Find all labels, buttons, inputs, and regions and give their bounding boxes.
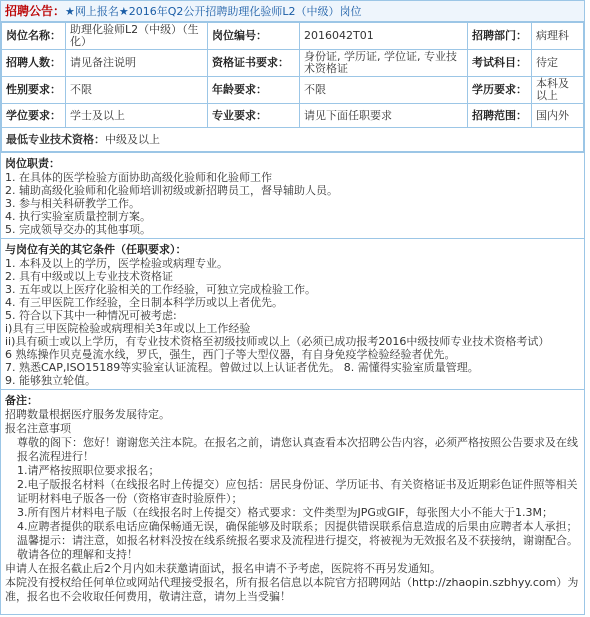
requirement-item: 3. 五年或以上医疗化验相关的工作经验，可独立完成检验工作。 xyxy=(5,283,316,296)
duties-section xyxy=(1,152,584,238)
job-code-value: 2016042T01 xyxy=(300,23,468,50)
job-name-label: 岗位名称： xyxy=(2,23,66,50)
min-title-value: 中级及以上 xyxy=(105,132,160,146)
edu-label: 学历要求： xyxy=(468,77,532,104)
duties-heading: 岗位职责： xyxy=(5,157,60,170)
info-row-1 xyxy=(2,23,584,50)
duty-item: 3. 参与相关科研教学工作。 xyxy=(5,197,140,210)
info-row-5 xyxy=(2,128,584,152)
duty-item: 4. 执行实验室质量控制方案。 xyxy=(5,210,151,223)
scope-label: 招聘范围： xyxy=(468,104,532,128)
duty-item: 1. 在具体的医学检验方面协助高级化验师和化验师工作 xyxy=(5,171,272,184)
requirement-item: 7. 熟悉CAP,ISO15189等实验室认证流程。曾做过以上认证者优先。 8. 需懂得实验室质量管理。 xyxy=(5,361,479,374)
notes-section xyxy=(1,389,584,606)
note-line: 3.所有图片材料电子版（在线报名时上传提交）格式要求：文件类型为JPG或GIF，每张图大小不能大于1.3M； xyxy=(17,506,553,519)
requirement-item: 5. 符合以下其中一种情况可被考虑: xyxy=(5,309,177,322)
requirement-item: 1. 本科及以上的学历，医学检验或病理专业。 xyxy=(5,257,228,270)
age-label: 年龄要求： xyxy=(208,77,300,104)
major-value: 请见下面任职要求 xyxy=(300,104,468,128)
count-value: 请见备注说明 xyxy=(66,50,208,77)
age-value: 不限 xyxy=(300,77,468,104)
note-line: 本院没有授权给任何单位或网站代理接受报名，所有报名信息以本院官方招聘网站（http://zhaopin.szbhyy.com）为准，报名也不会收取任何费用，敬请注意，请勿上当受骗！ xyxy=(5,576,579,603)
requirement-item: 6 熟练操作贝克曼流水线，罗氏，强生，西门子等大型仪器，有自身免疫学检验经验者优先。 xyxy=(5,348,456,361)
notes-heading: 备注： xyxy=(5,394,38,407)
info-row-2 xyxy=(2,50,584,77)
duty-item: 2. 辅助高级化验师和化验师培训初级或新招聘员工，督导辅助人员。 xyxy=(5,184,338,197)
edu-value: 本科及以上 xyxy=(532,77,584,104)
info-row-3 xyxy=(2,77,584,104)
min-title-label: 最低专业技术资格： xyxy=(6,132,105,146)
requirement-item: i)具有三甲医院检验或病理相关3年或以上工作经验 xyxy=(5,322,251,335)
count-label: 招聘人数： xyxy=(2,50,66,77)
job-info-table xyxy=(1,22,584,152)
requirement-item: 9. 能够独立轮值。 xyxy=(5,374,96,387)
gender-label: 性别要求： xyxy=(2,77,66,104)
gender-value: 不限 xyxy=(66,77,208,104)
note-line: 招聘数量根据医疗服务发展待定。 xyxy=(5,408,170,421)
dept-value: 病理科 xyxy=(532,23,584,50)
degree-label: 学位要求： xyxy=(2,104,66,128)
posting-title-bar xyxy=(1,1,584,22)
posting-label: 招聘公告： xyxy=(5,4,66,18)
note-line: 尊敬的阁下：您好！谢谢您关注本院。在报名之前，请您认真查看本次招聘公告内容，必须严格按照公告要求及在线报名流程进行！ xyxy=(17,436,578,463)
note-line: 1.请严格按照职位要求报名； xyxy=(17,464,160,477)
requirement-item: ii)具有硕士或以上学历，有专业技术资格至初级技师或以上（必须已成功报考2016中级技师专业技术资格考试） xyxy=(5,335,550,348)
info-row-4 xyxy=(2,104,584,128)
requirements-section xyxy=(1,238,584,389)
note-line: 报名注意事项 xyxy=(5,422,71,435)
cert-label: 资格证书要求： xyxy=(208,50,300,77)
note-line: 申请人在报名截止后2个月内如未获邀请面试，报名申请不予考虑，医院将不再另发通知。 xyxy=(5,562,441,575)
job-name-value: 助理化验师L2（中级）（生化） xyxy=(66,23,208,50)
note-line: 4.应聘者提供的联系电话应确保畅通无误，确保能够及时联系；因提供错误联系信息造成的后果由应聘者本人承担； xyxy=(17,520,578,533)
duty-item: 5. 完成领导交办的其他事项。 xyxy=(5,223,151,236)
exam-label: 考试科目： xyxy=(468,50,532,77)
requirements-heading: 与岗位有关的其它条件（任职要求）： xyxy=(5,243,187,256)
note-line: 2.电子版报名材料（在线报名时上传提交）应包括：居民身份证、学历证书、有关资格证书及近期彩色证件照等相关证明材料电子版各一份（资格审查时验原件）； xyxy=(17,478,578,505)
posting-title: ★网上报名★2016年Q2公开招聘助理化验师L2（中级）岗位 xyxy=(65,5,362,18)
dept-label: 招聘部门： xyxy=(468,23,532,50)
degree-value: 学士及以上 xyxy=(66,104,208,128)
min-title-cell xyxy=(2,128,584,152)
job-code-label: 岗位编号： xyxy=(208,23,300,50)
note-line: 温馨提示：请注意，如报名材料没按在线系统报名要求及流程进行提交，将被视为无效报名及不获接纳，谢谢配合。敬请各位的理解和支持！ xyxy=(17,534,578,561)
requirement-item: 4. 有三甲医院工作经验，全日制本科学历或以上者优先。 xyxy=(5,296,283,309)
requirement-item: 2. 具有中级或以上专业技术资格证 xyxy=(5,270,173,283)
scope-value: 国内外 xyxy=(532,104,584,128)
cert-value: 身份证, 学历证, 学位证, 专业技术资格证 xyxy=(300,50,468,77)
exam-value: 待定 xyxy=(532,50,584,77)
major-label: 专业要求： xyxy=(208,104,300,128)
